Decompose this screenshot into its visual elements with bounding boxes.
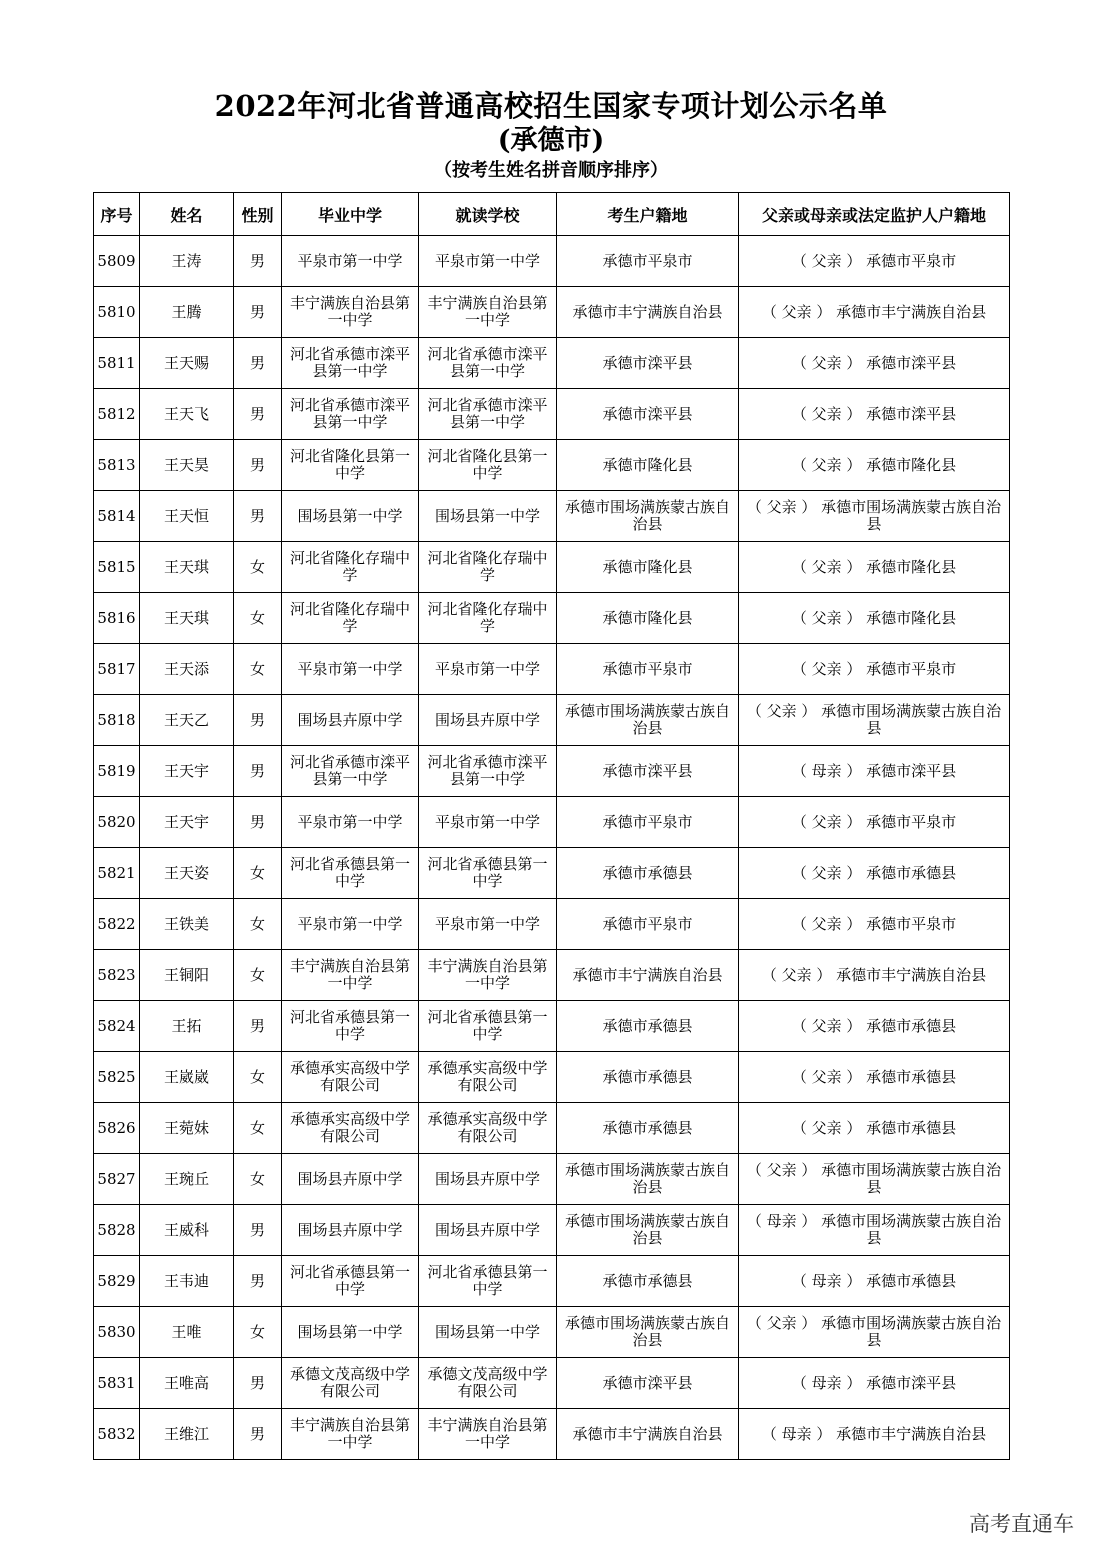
cell-graduated-school: 围场县卉原中学 xyxy=(282,1205,419,1256)
cell-serial: 5823 xyxy=(94,950,140,1001)
cell-name: 王韦迪 xyxy=(140,1256,234,1307)
cell-current-school: 承德文茂高级中学有限公司 xyxy=(419,1358,557,1409)
table-row xyxy=(94,1205,1010,1256)
cell-current-school: 河北省承德县第一中学 xyxy=(419,1001,557,1052)
cell-serial: 5816 xyxy=(94,593,140,644)
cell-name: 王琬丘 xyxy=(140,1154,234,1205)
table-body xyxy=(94,236,1010,1460)
cell-current-school: 河北省承德市滦平县第一中学 xyxy=(419,746,557,797)
header-serial: 序号 xyxy=(94,193,140,236)
cell-graduated-school: 围场县第一中学 xyxy=(282,491,419,542)
cell-serial: 5827 xyxy=(94,1154,140,1205)
header-graduated-school: 毕业中学 xyxy=(282,193,419,236)
cell-name: 王崴崴 xyxy=(140,1052,234,1103)
cell-guardian-hukou: （ 父亲 ） 承德市承德县 xyxy=(739,848,1010,899)
cell-graduated-school: 河北省隆化存瑞中学 xyxy=(282,542,419,593)
cell-guardian-hukou: （ 父亲 ） 承德市围场满族蒙古族自治县 xyxy=(739,491,1010,542)
cell-name: 王天飞 xyxy=(140,389,234,440)
table-row xyxy=(94,1256,1010,1307)
cell-serial: 5824 xyxy=(94,1001,140,1052)
cell-guardian-hukou: （ 父亲 ） 承德市平泉市 xyxy=(739,236,1010,287)
cell-current-school: 平泉市第一中学 xyxy=(419,644,557,695)
cell-gender: 男 xyxy=(234,389,282,440)
cell-name: 王腾 xyxy=(140,287,234,338)
cell-guardian-hukou: （ 父亲 ） 承德市围场满族蒙古族自治县 xyxy=(739,1154,1010,1205)
cell-guardian-hukou: （ 父亲 ） 承德市承德县 xyxy=(739,1052,1010,1103)
cell-name: 王天乙 xyxy=(140,695,234,746)
cell-student-hukou: 承德市承德县 xyxy=(557,1052,739,1103)
cell-current-school: 丰宁满族自治县第一中学 xyxy=(419,1409,557,1460)
header-name: 姓名 xyxy=(140,193,234,236)
cell-gender: 男 xyxy=(234,236,282,287)
cell-graduated-school: 河北省隆化县第一中学 xyxy=(282,440,419,491)
cell-current-school: 平泉市第一中学 xyxy=(419,797,557,848)
cell-gender: 男 xyxy=(234,1358,282,1409)
cell-guardian-hukou: （ 父亲 ） 承德市隆化县 xyxy=(739,440,1010,491)
cell-graduated-school: 平泉市第一中学 xyxy=(282,644,419,695)
cell-student-hukou: 承德市围场满族蒙古族自治县 xyxy=(557,1307,739,1358)
cell-gender: 女 xyxy=(234,899,282,950)
cell-student-hukou: 承德市隆化县 xyxy=(557,593,739,644)
cell-name: 王铁美 xyxy=(140,899,234,950)
header-gender: 性别 xyxy=(234,193,282,236)
table-row xyxy=(94,644,1010,695)
header-current-school: 就读学校 xyxy=(419,193,557,236)
cell-student-hukou: 承德市滦平县 xyxy=(557,338,739,389)
table-row xyxy=(94,1154,1010,1205)
document-title: 2022年河北省普通高校招生国家专项计划公示名单 xyxy=(214,89,888,123)
cell-serial: 5830 xyxy=(94,1307,140,1358)
cell-name: 王铜阳 xyxy=(140,950,234,1001)
cell-guardian-hukou: （ 父亲 ） 承德市隆化县 xyxy=(739,593,1010,644)
cell-guardian-hukou: （ 父亲 ） 承德市平泉市 xyxy=(739,899,1010,950)
cell-graduated-school: 丰宁满族自治县第一中学 xyxy=(282,287,419,338)
cell-name: 王威科 xyxy=(140,1205,234,1256)
cell-graduated-school: 承德承实高级中学有限公司 xyxy=(282,1103,419,1154)
cell-serial: 5811 xyxy=(94,338,140,389)
cell-name: 王天宇 xyxy=(140,797,234,848)
cell-guardian-hukou: （ 父亲 ） 承德市平泉市 xyxy=(739,797,1010,848)
cell-graduated-school: 河北省隆化存瑞中学 xyxy=(282,593,419,644)
cell-student-hukou: 承德市丰宁满族自治县 xyxy=(557,287,739,338)
cell-gender: 男 xyxy=(234,287,282,338)
cell-name: 王拓 xyxy=(140,1001,234,1052)
cell-gender: 男 xyxy=(234,746,282,797)
cell-gender: 男 xyxy=(234,797,282,848)
cell-student-hukou: 承德市平泉市 xyxy=(557,644,739,695)
table-row xyxy=(94,1001,1010,1052)
cell-student-hukou: 承德市承德县 xyxy=(557,1256,739,1307)
table-row xyxy=(94,440,1010,491)
cell-gender: 男 xyxy=(234,491,282,542)
cell-gender: 男 xyxy=(234,1001,282,1052)
table-row xyxy=(94,848,1010,899)
table-row xyxy=(94,1307,1010,1358)
cell-graduated-school: 河北省承德县第一中学 xyxy=(282,848,419,899)
cell-gender: 女 xyxy=(234,1307,282,1358)
cell-student-hukou: 承德市隆化县 xyxy=(557,440,739,491)
cell-student-hukou: 承德市丰宁满族自治县 xyxy=(557,950,739,1001)
cell-serial: 5829 xyxy=(94,1256,140,1307)
table-row xyxy=(94,746,1010,797)
table-row xyxy=(94,1052,1010,1103)
cell-student-hukou: 承德市承德县 xyxy=(557,848,739,899)
table-row xyxy=(94,338,1010,389)
cell-graduated-school: 围场县卉原中学 xyxy=(282,1154,419,1205)
cell-gender: 女 xyxy=(234,593,282,644)
cell-student-hukou: 承德市隆化县 xyxy=(557,542,739,593)
cell-serial: 5831 xyxy=(94,1358,140,1409)
cell-gender: 男 xyxy=(234,1205,282,1256)
watermark: 高考直通车 xyxy=(969,1512,1074,1536)
cell-graduated-school: 平泉市第一中学 xyxy=(282,236,419,287)
cell-serial: 5812 xyxy=(94,389,140,440)
header-student-hukou: 考生户籍地 xyxy=(557,193,739,236)
cell-gender: 男 xyxy=(234,338,282,389)
cell-gender: 女 xyxy=(234,644,282,695)
cell-gender: 男 xyxy=(234,1409,282,1460)
cell-gender: 男 xyxy=(234,695,282,746)
cell-name: 王维江 xyxy=(140,1409,234,1460)
table-row xyxy=(94,1409,1010,1460)
cell-guardian-hukou: （ 母亲 ） 承德市围场满族蒙古族自治县 xyxy=(739,1205,1010,1256)
cell-student-hukou: 承德市滦平县 xyxy=(557,389,739,440)
cell-serial: 5832 xyxy=(94,1409,140,1460)
cell-student-hukou: 承德市承德县 xyxy=(557,1103,739,1154)
table-row xyxy=(94,1358,1010,1409)
cell-current-school: 河北省承德市滦平县第一中学 xyxy=(419,389,557,440)
cell-guardian-hukou: （ 父亲 ） 承德市滦平县 xyxy=(739,338,1010,389)
cell-current-school: 河北省隆化县第一中学 xyxy=(419,440,557,491)
cell-gender: 男 xyxy=(234,1256,282,1307)
table-header-row xyxy=(94,193,1010,236)
table-row xyxy=(94,899,1010,950)
cell-graduated-school: 河北省承德市滦平县第一中学 xyxy=(282,746,419,797)
cell-student-hukou: 承德市平泉市 xyxy=(557,236,739,287)
cell-current-school: 丰宁满族自治县第一中学 xyxy=(419,950,557,1001)
cell-graduated-school: 河北省承德市滦平县第一中学 xyxy=(282,389,419,440)
cell-serial: 5813 xyxy=(94,440,140,491)
table-row xyxy=(94,287,1010,338)
cell-current-school: 河北省隆化存瑞中学 xyxy=(419,542,557,593)
cell-student-hukou: 承德市丰宁满族自治县 xyxy=(557,1409,739,1460)
cell-gender: 女 xyxy=(234,848,282,899)
cell-guardian-hukou: （ 父亲 ） 承德市承德县 xyxy=(739,1103,1010,1154)
cell-student-hukou: 承德市围场满族蒙古族自治县 xyxy=(557,695,739,746)
cell-name: 王天宇 xyxy=(140,746,234,797)
cell-serial: 5825 xyxy=(94,1052,140,1103)
cell-serial: 5820 xyxy=(94,797,140,848)
cell-graduated-school: 承德承实高级中学有限公司 xyxy=(282,1052,419,1103)
cell-current-school: 平泉市第一中学 xyxy=(419,899,557,950)
cell-name: 王唯 xyxy=(140,1307,234,1358)
cell-name: 王涛 xyxy=(140,236,234,287)
table-row xyxy=(94,1103,1010,1154)
cell-guardian-hukou: （ 父亲 ） 承德市丰宁满族自治县 xyxy=(739,287,1010,338)
cell-name: 王菀妹 xyxy=(140,1103,234,1154)
table-row xyxy=(94,695,1010,746)
cell-guardian-hukou: （ 母亲 ） 承德市滦平县 xyxy=(739,1358,1010,1409)
table-row xyxy=(94,950,1010,1001)
cell-guardian-hukou: （ 父亲 ） 承德市隆化县 xyxy=(739,542,1010,593)
cell-student-hukou: 承德市围场满族蒙古族自治县 xyxy=(557,1154,739,1205)
cell-name: 王天琪 xyxy=(140,542,234,593)
cell-serial: 5819 xyxy=(94,746,140,797)
cell-serial: 5815 xyxy=(94,542,140,593)
cell-student-hukou: 承德市平泉市 xyxy=(557,797,739,848)
cell-serial: 5818 xyxy=(94,695,140,746)
cell-current-school: 河北省隆化存瑞中学 xyxy=(419,593,557,644)
cell-current-school: 围场县卉原中学 xyxy=(419,1154,557,1205)
cell-current-school: 围场县第一中学 xyxy=(419,1307,557,1358)
cell-serial: 5822 xyxy=(94,899,140,950)
cell-name: 王天恒 xyxy=(140,491,234,542)
cell-graduated-school: 围场县卉原中学 xyxy=(282,695,419,746)
cell-guardian-hukou: （ 父亲 ） 承德市围场满族蒙古族自治县 xyxy=(739,1307,1010,1358)
cell-student-hukou: 承德市滦平县 xyxy=(557,1358,739,1409)
cell-current-school: 河北省承德县第一中学 xyxy=(419,1256,557,1307)
cell-serial: 5814 xyxy=(94,491,140,542)
cell-graduated-school: 承德文茂高级中学有限公司 xyxy=(282,1358,419,1409)
cell-current-school: 围场县卉原中学 xyxy=(419,695,557,746)
cell-gender: 女 xyxy=(234,950,282,1001)
cell-guardian-hukou: （ 父亲 ） 承德市承德县 xyxy=(739,1001,1010,1052)
roster-table xyxy=(93,192,1010,1460)
document-header xyxy=(0,88,1102,183)
cell-graduated-school: 丰宁满族自治县第一中学 xyxy=(282,1409,419,1460)
cell-gender: 女 xyxy=(234,1154,282,1205)
cell-current-school: 河北省承德县第一中学 xyxy=(419,848,557,899)
cell-gender: 女 xyxy=(234,542,282,593)
cell-name: 王天姿 xyxy=(140,848,234,899)
cell-serial: 5817 xyxy=(94,644,140,695)
cell-current-school: 丰宁满族自治县第一中学 xyxy=(419,287,557,338)
cell-serial: 5810 xyxy=(94,287,140,338)
cell-gender: 女 xyxy=(234,1052,282,1103)
cell-student-hukou: 承德市围场满族蒙古族自治县 xyxy=(557,491,739,542)
cell-guardian-hukou: （ 父亲 ） 承德市围场满族蒙古族自治县 xyxy=(739,695,1010,746)
cell-current-school: 围场县卉原中学 xyxy=(419,1205,557,1256)
cell-graduated-school: 围场县第一中学 xyxy=(282,1307,419,1358)
cell-graduated-school: 河北省承德市滦平县第一中学 xyxy=(282,338,419,389)
table-row xyxy=(94,593,1010,644)
header-guardian-hukou: 父亲或母亲或法定监护人户籍地 xyxy=(739,193,1010,236)
cell-current-school: 承德承实高级中学有限公司 xyxy=(419,1052,557,1103)
cell-name: 王唯高 xyxy=(140,1358,234,1409)
cell-serial: 5809 xyxy=(94,236,140,287)
sort-note: （按考生姓名拼音顺序排序） xyxy=(434,160,668,181)
cell-current-school: 承德承实高级中学有限公司 xyxy=(419,1103,557,1154)
table-row xyxy=(94,491,1010,542)
cell-name: 王天琪 xyxy=(140,593,234,644)
cell-graduated-school: 平泉市第一中学 xyxy=(282,797,419,848)
cell-name: 王天昊 xyxy=(140,440,234,491)
cell-current-school: 围场县第一中学 xyxy=(419,491,557,542)
cell-guardian-hukou: （ 母亲 ） 承德市滦平县 xyxy=(739,746,1010,797)
cell-graduated-school: 平泉市第一中学 xyxy=(282,899,419,950)
cell-name: 王天添 xyxy=(140,644,234,695)
cell-student-hukou: 承德市滦平县 xyxy=(557,746,739,797)
cell-serial: 5828 xyxy=(94,1205,140,1256)
cell-student-hukou: 承德市平泉市 xyxy=(557,899,739,950)
cell-gender: 女 xyxy=(234,1103,282,1154)
table-row xyxy=(94,389,1010,440)
cell-graduated-school: 河北省承德县第一中学 xyxy=(282,1256,419,1307)
document-subtitle: (承德市) xyxy=(497,125,605,156)
cell-current-school: 平泉市第一中学 xyxy=(419,236,557,287)
cell-guardian-hukou: （ 父亲 ） 承德市滦平县 xyxy=(739,389,1010,440)
cell-current-school: 河北省承德市滦平县第一中学 xyxy=(419,338,557,389)
cell-guardian-hukou: （ 父亲 ） 承德市丰宁满族自治县 xyxy=(739,950,1010,1001)
table-row xyxy=(94,797,1010,848)
cell-student-hukou: 承德市承德县 xyxy=(557,1001,739,1052)
cell-serial: 5821 xyxy=(94,848,140,899)
cell-student-hukou: 承德市围场满族蒙古族自治县 xyxy=(557,1205,739,1256)
table-row xyxy=(94,542,1010,593)
cell-graduated-school: 河北省承德县第一中学 xyxy=(282,1001,419,1052)
cell-name: 王天赐 xyxy=(140,338,234,389)
cell-gender: 男 xyxy=(234,440,282,491)
cell-guardian-hukou: （ 父亲 ） 承德市平泉市 xyxy=(739,644,1010,695)
cell-serial: 5826 xyxy=(94,1103,140,1154)
cell-guardian-hukou: （ 母亲 ） 承德市承德县 xyxy=(739,1256,1010,1307)
cell-graduated-school: 丰宁满族自治县第一中学 xyxy=(282,950,419,1001)
cell-guardian-hukou: （ 母亲 ） 承德市丰宁满族自治县 xyxy=(739,1409,1010,1460)
table-row xyxy=(94,236,1010,287)
